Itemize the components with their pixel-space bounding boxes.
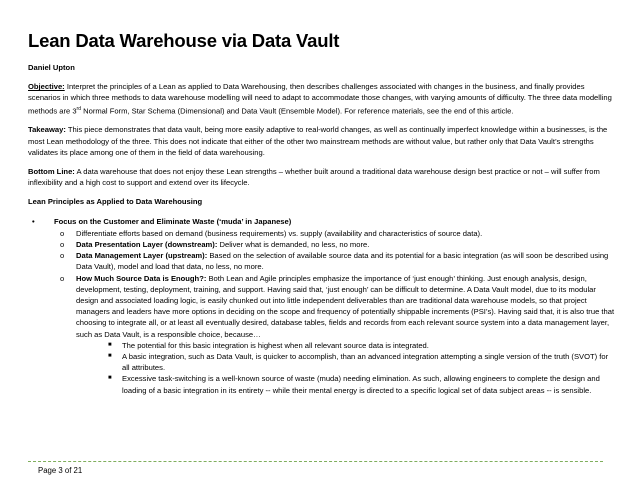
sub-item-text: Deliver what is demanded, no less, no more. [217,239,370,249]
sub-marker: o [60,273,65,283]
objective-superscript: rd [76,105,81,112]
objective-label: Objective: [28,82,65,92]
sub-item-text: Based on the selection of available source data and its potential for a basic integration (as will soon be described using Data Vault), model and load that data, no less, no more. [76,251,609,272]
square-bullet-icon: ■ [108,353,112,359]
sub-item-text: Differentiate efforts based on demand (business requirements) vs. supply (availability and characteristics of source data). [76,228,483,238]
sub-item-label: Data Presentation Layer (downstream): [76,239,218,249]
bottom-line-paragraph [28,166,616,188]
sub-item-label: Data Management Layer (upstream): [76,251,208,261]
sub-list-item [28,273,616,340]
sub-marker: o [60,228,65,238]
bullet-text: Focus on the Customer and Eliminate Waste (‘muda’ in Japanese) [54,216,292,226]
takeaway-text: This piece demonstrates that data vault, being more easily adaptive to real-world changes, as well as continually imperfect knowledge within a businesses, is the most Lean methodology of the three. This does not indicate that either of the other two mainstream methods are without value, but rather only that Data Vault’s strengths validates its place among one of them in the field of data warehousing. [28,125,608,157]
takeaway-paragraph [28,124,616,158]
document-page [28,30,616,396]
sub-sub-item-text: Excessive task-switching is a well-known source of waste (muda) needing elimination. As such, allowing engineers to complete the design and loading of a basic integration in its entirety -- while their mental energy is directed to a specific logical set of data subject areas -- is sensible. [122,374,600,395]
page-number: Page 3 of 21 [38,466,83,475]
objective-paragraph [28,81,616,116]
sub-sub-item-text: The potential for this basic integration is highest when all relevant source data is integrated. [122,340,429,350]
square-bullet-icon: ■ [108,341,112,348]
footer-divider [28,461,603,462]
document-title: Lean Data Warehouse via Data Vault [28,30,340,51]
takeaway-label: Takeaway: [28,125,66,135]
sub-sub-list-item [28,351,616,373]
sub-marker: o [60,251,65,261]
author-name: Daniel Upton [28,63,75,72]
sub-marker: o [60,239,65,249]
square-bullet-icon: ■ [108,375,112,382]
bullet-marker: • [32,216,35,226]
sub-sub-item-text: A basic integration, such as Data Vault, is quicker to accomplish, than an advanced integration attempting a single version of the truth (SVOT) for all attributes. [122,352,609,373]
sub-item-label: How Much Source Data is Enough?: [76,273,207,283]
bullet-item [28,216,616,227]
objective-text-b: Normal Form, Star Schema (Dimensional) and Data Vault (Ensemble Model). For reference materials, see the end of this article. [81,106,514,116]
sub-list-item [28,250,616,272]
sub-list-item [28,228,616,239]
sub-list-item [28,239,616,250]
bottom-line-label: Bottom Line: [28,166,75,176]
sub-sub-list-item [28,373,616,395]
objective-text-a: Interpret the principles of a Lean as applied to Data Warehousing, then describes challenges associated with changes in the business, and finally provides scenarios in which three methods to data warehouse modelling will need to adapt to accommodate those changes, with varying amounts of difficulty. The three data modelling methods are 3 [28,82,612,116]
section-heading: Lean Principles as Applied to Data Warehousing [28,197,203,207]
sub-item-text: Both Lean and Agile principles emphasize the importance of ‘just enough’ thinking. Just enough analysis, design, development, testing, deployment, training, and support. Having said that, ‘just enough’ can be difficult to determine. A Data Vault model, due to its modular design and associated loading logic, is easily chunked out into little independent deliverables than are traditional data warehouse models, so that project managers and leaders have more options in deciding on the scope and frequency of potentially shippable increments (PSI’s). Having said that, it is also true that choosing to integrate all, or at least all eventually desired, database tables, fields and records from each relevant source system into a data management layer, such as Data Vault, is a responsible choice, because… [76,273,615,339]
sub-sub-list-item [28,340,616,351]
bottom-line-text: A data warehouse that does not enjoy these Lean strengths – whether built around a traditional data warehouse design best practice or not – will suffer from inflexibility and a high cost to support and extend over its lifecycle. [28,166,600,188]
